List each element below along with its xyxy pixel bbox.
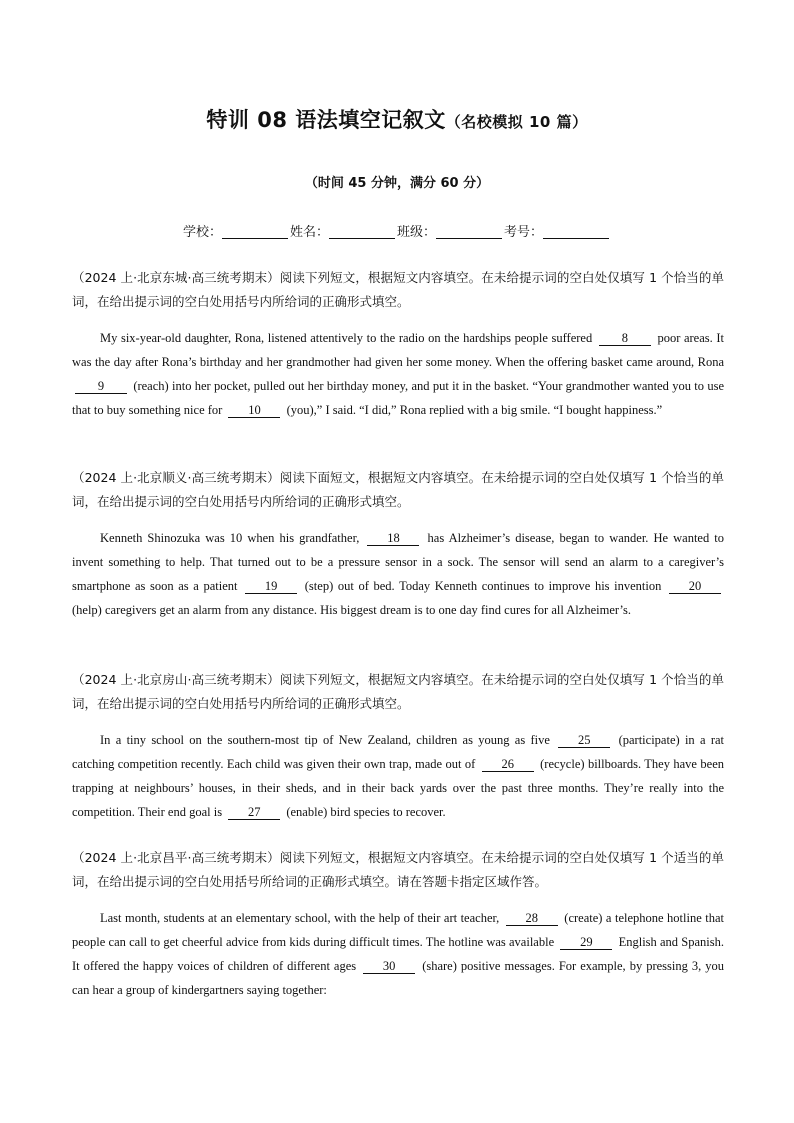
passage-1-instructions: （2024 上·北京东城·高三统考期末）阅读下列短文，根据短文内容填空。在未给提示词的空白处仅填写 1 个恰当的单词，在给出提示词的空白处用括号内所给词的正确形式填空。 bbox=[72, 270, 724, 309]
text-segment: (step) out of bed. Today Kenneth continues to improve his invention bbox=[304, 579, 662, 593]
blank-29[interactable]: 29 bbox=[560, 935, 612, 950]
text-segment: (help) caregivers get an alarm from any distance. His biggest dream is to one day find cures for all Alzheimer’s. bbox=[72, 603, 631, 617]
blank-26[interactable]: 26 bbox=[482, 757, 534, 772]
text-segment: (share) positive messages. For example, by pressing 3, you can hear a group of kindergartners saying together: bbox=[72, 959, 725, 997]
student-info-line bbox=[0, 221, 794, 240]
text-segment: (enable) bird species to recover. bbox=[286, 805, 446, 819]
class-label: 班级： bbox=[397, 225, 437, 240]
blank-19[interactable]: 19 bbox=[245, 579, 297, 594]
blank-18[interactable]: 18 bbox=[367, 531, 419, 546]
passage-3-text bbox=[72, 728, 724, 824]
passage-3 bbox=[72, 668, 724, 824]
blank-27[interactable]: 27 bbox=[228, 805, 280, 820]
blank-8[interactable]: 8 bbox=[599, 331, 651, 346]
passage-2-instructions: （2024 上·北京顺义·高三统考期末）阅读下面短文，根据短文内容填空。在未给提示词的空白处仅填写 1 个恰当的单词，在给出提示词的空白处用括号内所给词的正确形式填空。 bbox=[72, 470, 724, 509]
passage-1-text bbox=[72, 326, 724, 422]
blank-20[interactable]: 20 bbox=[669, 579, 721, 594]
text-segment: (you),” I said. “I did,” Rona replied with a big smile. “I bought happiness.” bbox=[286, 403, 663, 417]
blank-30[interactable]: 30 bbox=[363, 959, 415, 974]
text-segment: has Alzheimer’s disease, began to wander. He wanted to invent something to help. That turned out to be a pressure sensor in a sock. The sensor will send an alarm to a caregiver’s smartphone as soon as a patient bbox=[72, 531, 725, 593]
name-label: 姓名： bbox=[289, 225, 329, 240]
blank-28[interactable]: 28 bbox=[506, 911, 558, 926]
text-segment: poor areas. It was the day after Rona’s birthday and her grandmother had given her some money. When the offering basket came around, Rona bbox=[72, 331, 725, 369]
text-segment: Last month, students at an elementary school, with the help of their art teacher, bbox=[100, 911, 500, 925]
time-note: （时间 45 分钟，满分 60 分） bbox=[304, 176, 490, 191]
passage-4-instructions: （2024 上·北京昌平·高三统考期末）阅读下列短文，根据短文内容填空。在未给提示词的空白处仅填写 1 个适当的单词，在给出提示词的空白处用括号所给词的正确形式填空。请在答题卡指定区域作答。 bbox=[72, 850, 724, 889]
text-segment: (participate) in a rat catching competition recently. Each child was given their own trap, made out of bbox=[72, 733, 725, 771]
exam-number-label: 考号： bbox=[504, 225, 544, 240]
text-segment: (reach) into her pocket, pulled out her birthday money, and put it in the basket. “Your grandmother wanted you to use that to buy something nice for bbox=[72, 379, 724, 417]
class-blank[interactable] bbox=[436, 224, 502, 239]
exam-number-blank[interactable] bbox=[543, 224, 609, 239]
blank-9[interactable]: 9 bbox=[75, 379, 127, 394]
passage-3-instructions: （2024 上·北京房山·高三统考期末）阅读下列短文，根据短文内容填空。在未给提示词的空白处仅填写 1 个恰当的单词，在给出提示词的空白处用括号内所给词的正确形式填空。 bbox=[72, 672, 724, 711]
text-segment: (create) a telephone hotline that people can call to get cheerful advice from kids during difficult times. The hotline was available bbox=[72, 911, 725, 949]
passage-4-text bbox=[72, 906, 724, 1002]
text-segment: In a tiny school on the southern-most tip of New Zealand, children as young as five bbox=[100, 733, 550, 747]
text-segment: My six-year-old daughter, Rona, listened attentively to the radio on the hardships people suffered bbox=[100, 331, 593, 345]
passage-2 bbox=[72, 466, 724, 622]
page-title bbox=[0, 104, 794, 134]
text-segment: English and Spanish. It offered the happy voices of children of different ages bbox=[72, 935, 724, 973]
passage-1 bbox=[72, 266, 724, 422]
blank-25[interactable]: 25 bbox=[558, 733, 610, 748]
title-subtitle: （名校模拟 10 篇） bbox=[445, 113, 588, 131]
title-main: 特训 08 语法填空记叙文 bbox=[206, 108, 446, 132]
school-blank[interactable] bbox=[222, 224, 288, 239]
text-segment: (recycle) billboards. They have been trapping at neighbours’ houses, in their sheds, and in their back yards over the past three months. They’re really into the competition. Their end goal is bbox=[72, 757, 724, 819]
name-blank[interactable] bbox=[329, 224, 395, 239]
passage-4 bbox=[72, 846, 724, 1002]
passage-2-text bbox=[72, 526, 724, 622]
school-label: 学校： bbox=[182, 225, 222, 240]
blank-10[interactable]: 10 bbox=[228, 403, 280, 418]
text-segment: Kenneth Shinozuka was 10 when his grandfather, bbox=[100, 531, 360, 545]
